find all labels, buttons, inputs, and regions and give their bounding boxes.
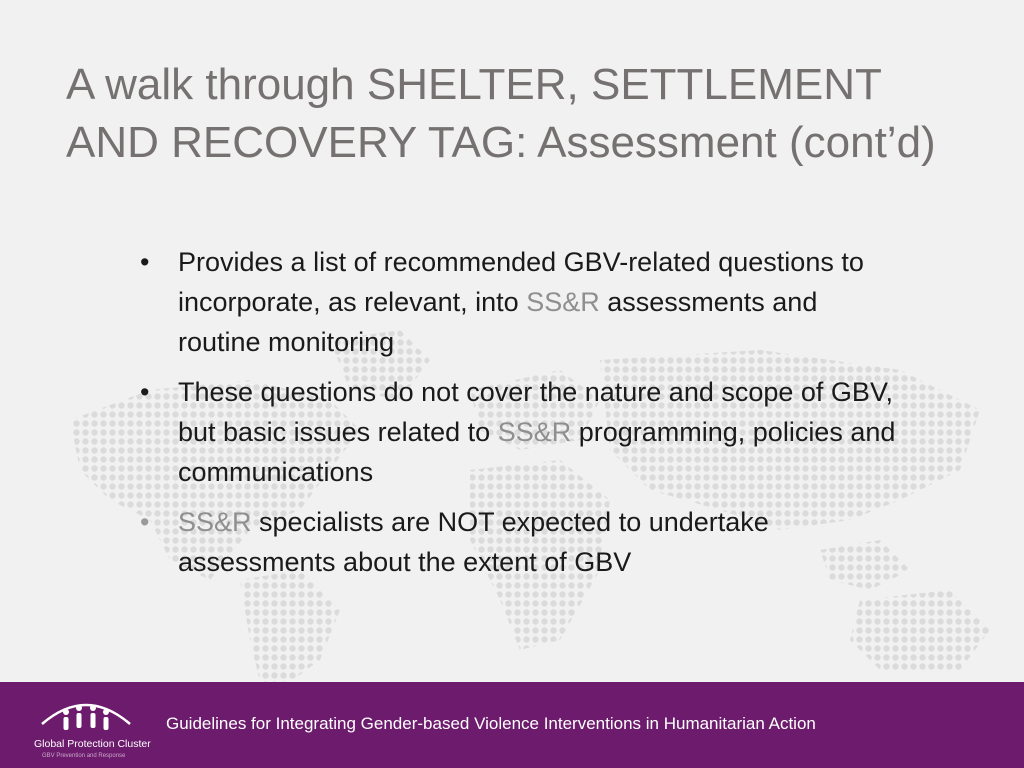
bullet-item: [140, 502, 900, 582]
bullet-highlight: SS&R: [178, 507, 252, 537]
bullet-highlight: SS&R: [497, 417, 572, 447]
bullet-text: Provides a list of recommended GBV-related questions to incorporate, as relevant, into: [178, 247, 864, 317]
title-line-2: AND RECOVERY TAG: Assessment (cont’d): [66, 118, 936, 167]
bullet-item: [140, 242, 900, 362]
bullet-dot-icon: •: [140, 247, 150, 277]
bullet-text: assessments and routine monitoring: [178, 287, 818, 357]
logo-subtitle: GBV Prevention and Response: [42, 753, 126, 759]
bullet-dot-icon: •: [140, 377, 150, 407]
bullet-text: programming, policies and communications: [178, 417, 896, 487]
bullet-text: These questions do not cover the nature and scope of GBV, but basic issues related to: [178, 377, 893, 447]
bullet-highlight: SS&R: [526, 287, 600, 317]
bullet-dot-icon: •: [140, 507, 150, 537]
bullet-text: specialists are NOT expected to undertake assessments about the extent of GBV: [178, 507, 769, 577]
people-arch-logo-icon: [28, 690, 144, 738]
global-protection-cluster-logo: [28, 690, 151, 762]
title-line-1: A walk through SHELTER, SETTLEMENT: [66, 60, 882, 109]
footer-bar: [0, 682, 1024, 768]
slide-title: [66, 56, 966, 172]
footer-text: Guidelines for Integrating Gender-based Violence Interventions in Humanitarian Action: [166, 714, 816, 733]
bullet-list: [140, 242, 900, 592]
logo-name: Global Protection Cluster: [34, 738, 151, 750]
bullet-item: [140, 372, 900, 492]
